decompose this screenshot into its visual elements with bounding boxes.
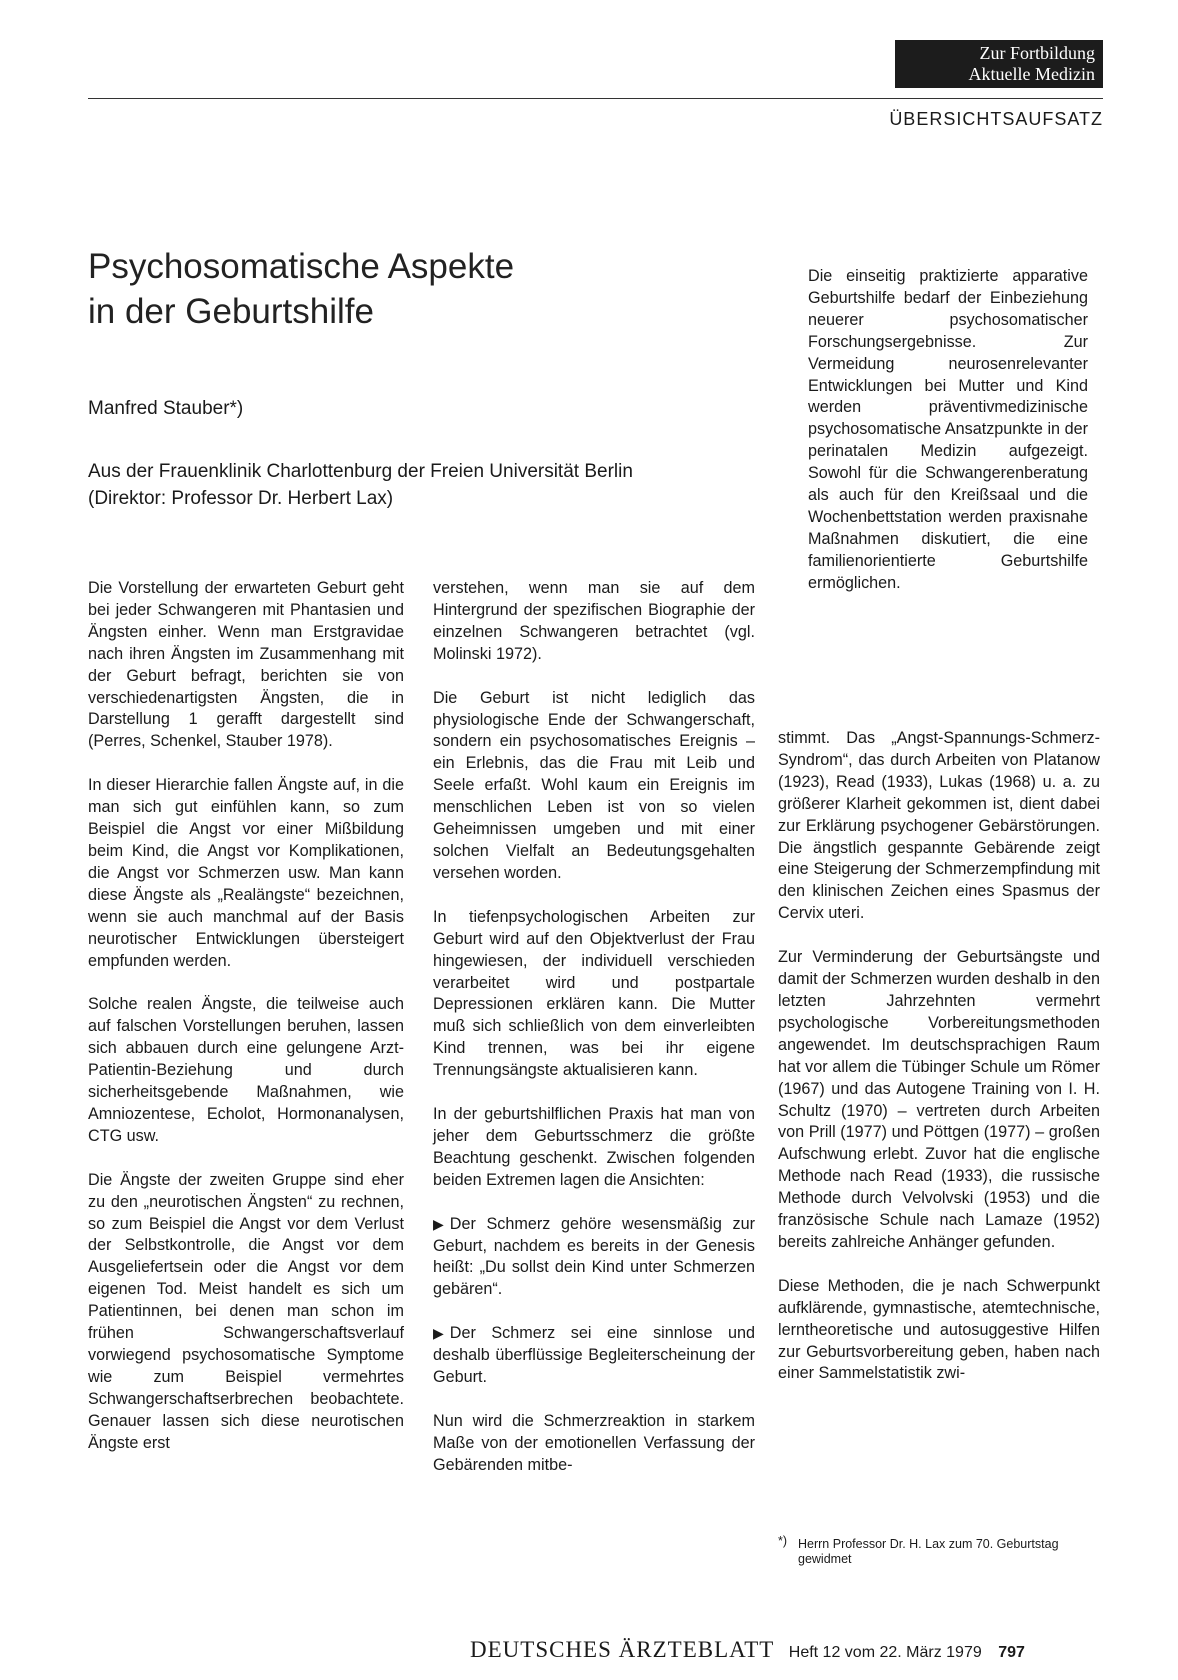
column-1 [88, 578, 404, 1455]
paragraph: Die Ängste der zweiten Gruppe sind eher zu den „neurotischen Ängsten“ zu rechnen, so zum Beispiel die Angst vor dem Verlust der Selbstkontrolle, die Angst vor dem Ausgeliefertsein oder die Angst vor dem eigenen Tod. Meist handelt es sich um Patientinnen, bei denen man schon im frühen Schwangerschaftsverlauf vorwiegend psychosomatische Symptome wie zum Beispiel vermehrtes Schwangerschaftserbrechen beobachtete. Genauer lassen sich diese neurotischen Ängste erst [88, 1170, 404, 1452]
paragraph: Die Vorstellung der erwarteten Geburt geht bei jeder Schwangeren mit Phantasien und Ängsten einher. Wenn man Erstgravidae nach ihren Ängsten im Zusammenhang mit der Geburt befragt, berichten sie von verschiedenartigsten Ängsten, die in Darstellung 1 gerafft dargestellt sind (Perres, Schenkel, Stauber 1978). [88, 579, 404, 751]
paragraph: verstehen, wenn man sie auf dem Hintergrund der spezifischen Biographie der einzelnen Schwangeren betrachtet (vgl. Molinski 1972). [433, 579, 755, 663]
page-number: 797 [998, 1644, 1025, 1661]
footnote-mark: *) [778, 1534, 788, 1548]
paragraph: Diese Methoden, die je nach Schwerpunkt aufklärende, gymnastische, atemtechnische, lerntheoretische und autosuggestive Hilfen zur Geburtsvorbereitung geben, haben nach einer Sammelstatistik zwi- [778, 1276, 1100, 1383]
abstract [808, 266, 1088, 595]
issue-info: Heft 12 vom 22. März 1979 [788, 1644, 982, 1661]
affiliation [88, 458, 778, 512]
bullet-item [433, 1214, 755, 1302]
author: Manfred Stauber*) [88, 398, 244, 419]
section-label: ÜBERSICHTSAUFSATZ [889, 109, 1103, 129]
page-footer [470, 1637, 1025, 1663]
journal-name: DEUTSCHES ÄRZTEBLATT [470, 1637, 775, 1662]
paragraph: Die Geburt ist nicht lediglich das physiologische Ende der Schwangerschaft, sondern ein psychosomatisches Ereignis – ein Erlebnis, das die Frau mit Leib und Seele erfaßt. Wohl kaum ein Ereignis im menschlichen Leben ist von so vielen Geheimnissen umgeben und mit einer solchen Vielfalt an Bedeutungsgehalten versehen worden. [433, 688, 755, 882]
footnote [778, 1534, 1100, 1567]
bullet-text: Der Schmerz sei eine sinnlose und deshalb überflüssige Begleiterscheinung der Geburt. [433, 1324, 755, 1387]
header-rule [88, 98, 1103, 99]
title-line-1: Psychosomatische Aspekte [88, 247, 515, 286]
article-title [88, 244, 688, 334]
paragraph: Nun wird die Schmerzreaktion in starkem Maße von der emotionellen Verfassung der Gebärenden mitbe- [433, 1412, 755, 1474]
footnote-text: Herrn Professor Dr. H. Lax zum 70. Geburtstag gewidmet [798, 1537, 1059, 1566]
bullet-item [433, 1323, 755, 1389]
column-2 [433, 578, 755, 1477]
title-line-2: in der Geburtshilfe [88, 292, 374, 331]
paragraph: In tiefenpsychologischen Arbeiten zur Geburt wird auf den Objektverlust der Frau hingewiesen, der individuell verschieden verarbeitet wird und postpartale Depressionen erklären kann. Die Mutter muß sich schließlich von dem einverleibten Kind trennen, was bei ihr eigene Trennungsängste aktualisieren kann. [433, 907, 755, 1080]
paragraph: stimmt. Das „Angst-Spannungs-Schmerz-Syndrom“, das durch Arbeiten von Platanow (1923), Read (1933), Lukas (1968) u. a. zu größerer Klarheit gekommen ist, dient dabei zur Erklärung psychogener Gebärstörungen. Die ängstlich gespannte Gebärende zeigt eine Steigerung der Schmerzempfindung mit den klinischen Zeichen eines Spasmus der Cervix uteri. [778, 729, 1100, 923]
badge-line-1: Zur Fortbildung [979, 43, 1095, 63]
triangle-bullet-icon: ▶ [433, 1325, 444, 1342]
abstract-text: Die einseitig praktizierte apparative Geburtshilfe bedarf der Einbeziehung neuerer psychosomatischer Forschungsergebnisse. Zur Vermeidung neurosenrelevanter Entwicklungen bei Mutter und Kind werden präventivmedizinische psychosomatische Ansatzpunkte in der perinatalen Medizin aufgezeigt. Sowohl für die Schwangerenberatung als auch für den Kreißsaal und die Wochenbettstation werden praxisnahe Maßnahmen diskutiert, die eine familienorientierte Geburtshilfe ermöglichen. [808, 267, 1088, 592]
section-badge [895, 40, 1103, 88]
affiliation-line-1: Aus der Frauenklinik Charlottenburg der Freien Universität Berlin [88, 461, 633, 482]
affiliation-line-2: (Direktor: Professor Dr. Herbert Lax) [88, 488, 394, 509]
bullet-text: Der Schmerz gehöre wesensmäßig zur Geburt, nachdem es bereits in der Genesis heißt: „Du sollst dein Kind unter Schmerzen gebären“. [433, 1214, 755, 1299]
paragraph: Solche realen Ängste, die teilweise auch auf falschen Vorstellungen beruhen, lassen sich abbauen durch eine gelungene Arzt-Patientin-Beziehung und durch sicherheitsgebende Maßnahmen, wie Amniozentese, Echolot, Hormonanalysen, CTG usw. [88, 995, 404, 1145]
column-3 [778, 728, 1100, 1385]
triangle-bullet-icon: ▶ [433, 1215, 444, 1232]
paragraph: In dieser Hierarchie fallen Ängste auf, in die man sich gut einfühlen kann, so zum Beispiel die Angst vor einer Mißbildung beim Kind, die Angst vor Komplikationen, die Angst vor Schmerzen usw. Man kann diese Ängste als „Realängste“ bezeichnen, wenn sie auch manchmal auf der Basis neurotischer Entwicklungen übersteigert empfunden werden. [88, 776, 404, 970]
badge-line-2: Aktuelle Medizin [968, 64, 1095, 84]
paragraph: Zur Verminderung der Geburtsängste und damit der Schmerzen wurden deshalb in den letzten Jahrzehnten vermehrt psychologische Vorbereitungsmethoden angewendet. Im deutschsprachigen Raum hat vor allem die Tübinger Schule um Römer (1967) und das Autogene Training von I. H. Schultz (1970) – vertreten durch Arbeiten von Prill (1977) und Pöttgen (1977) – großen Aufschwung erlebt. Zuvor hat die englische Methode nach Read (1933), die russische Methode durch Velvolvski (1953) und die französische Schule nach Lamaze (1952) bereits zahlreiche Anhänger gefunden. [778, 948, 1100, 1251]
paragraph: In der geburtshilflichen Praxis hat man von jeher dem Geburtsschmerz die größte Beachtung geschenkt. Zwischen folgenden beiden Extremen lagen die Ansichten: [433, 1105, 755, 1189]
